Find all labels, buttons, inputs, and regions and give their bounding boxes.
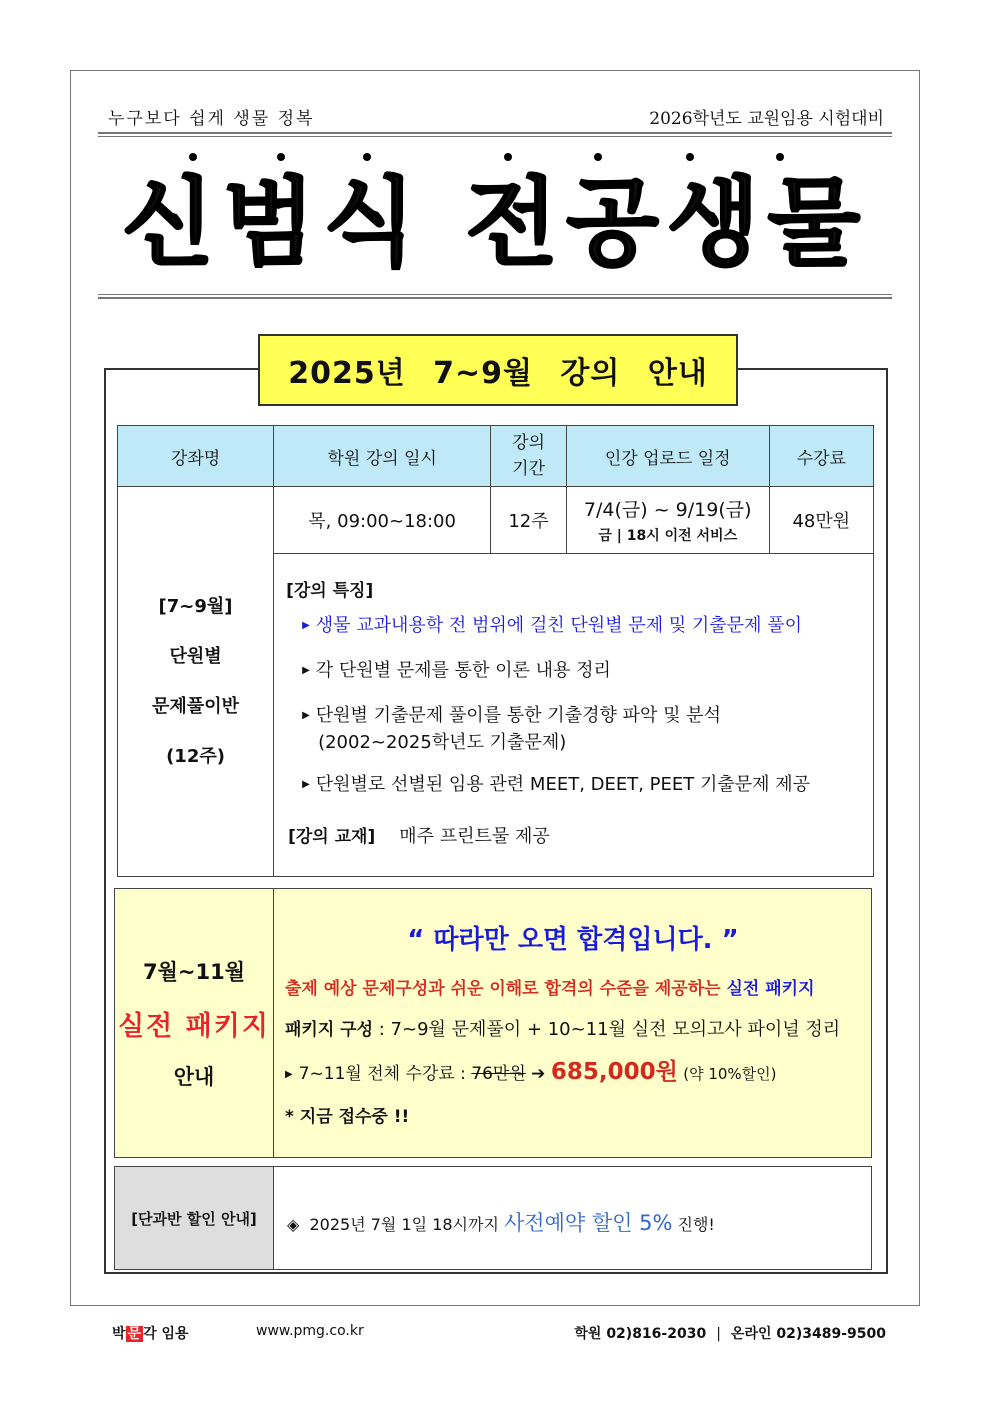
table-row xyxy=(118,487,874,554)
features-title: [강의 특징] xyxy=(286,581,374,601)
emphasis-dot xyxy=(504,153,512,161)
enrollment-open: * 지금 접수중 !! xyxy=(285,1107,410,1127)
feature-text: 단원별로 선별된 임용 관련 MEET, DEET, PEET 기출문제 제공 xyxy=(315,774,811,795)
package-title xyxy=(115,889,274,1157)
package-details xyxy=(285,919,861,1127)
footer-separator: | xyxy=(716,1326,721,1342)
course-banner: 2025년 7~9월 강의 안내 xyxy=(258,334,738,406)
discount-pre: 2025년 7월 1일 18시까지 xyxy=(309,1215,499,1234)
composition-value: : 7~9월 문제풀이 + 10~11월 실전 모의고사 파이널 정리 xyxy=(378,1019,841,1040)
emphasis-dot xyxy=(594,153,602,161)
fee-cell: 48만원 xyxy=(769,487,873,554)
package-price xyxy=(285,1053,861,1086)
new-price: 685,000원 xyxy=(550,1059,678,1085)
course-type: 단원별 xyxy=(169,645,222,667)
discount-note: (약 10%할인) xyxy=(683,1065,777,1083)
triangle-bullet-icon: ▶ xyxy=(285,1068,293,1080)
textbook-label: [강의 교재] xyxy=(288,827,376,847)
discount-info xyxy=(287,1207,715,1237)
logo-part: 각 임용 xyxy=(143,1326,189,1342)
feature-text: 각 단원별 문제를 통한 이론 내용 정리 xyxy=(315,660,611,681)
triangle-bullet-icon: ▶ xyxy=(302,710,310,721)
diamond-bullet-icon: ◈ xyxy=(287,1215,300,1234)
course-period: [7~9월] xyxy=(158,595,233,617)
textbook-line xyxy=(288,822,863,848)
tagline-blue: 실전 패키지 xyxy=(726,979,815,999)
main-title: 신범식 전공생물 xyxy=(121,167,869,279)
course-class: 문제풀이반 xyxy=(152,695,239,717)
header-duration: 강의 기간 xyxy=(491,426,567,487)
upload-dates: 7/4(금) ~ 9/19(금) xyxy=(583,499,752,521)
package-name: 실전 패키지 xyxy=(118,1010,270,1042)
schedule-cell: 목, 09:00~18:00 xyxy=(274,487,491,554)
header-exam: 2026학년도 교원임용 시험대비 xyxy=(649,109,884,129)
tagline-red: 출제 예상 문제구성과 쉬운 이해로 합격의 수준을 제공하는 xyxy=(285,979,721,999)
emphasis-dot xyxy=(776,153,784,161)
footer-url[interactable]: www.pmg.co.kr xyxy=(256,1323,364,1339)
logo-part: 박 xyxy=(112,1326,126,1342)
textbook-value: 매주 프린트물 제공 xyxy=(399,826,550,847)
triangle-bullet-icon: ▶ xyxy=(302,779,310,790)
header-rule-bottom xyxy=(98,294,892,299)
duration-cell: 12주 xyxy=(491,487,567,554)
emphasis-dot xyxy=(363,153,371,161)
emphasis-dot xyxy=(277,153,285,161)
header-course: 강좌명 xyxy=(118,426,274,487)
package-period: 7월~11월 xyxy=(142,959,245,984)
composition-label: 패키지 구성 xyxy=(285,1020,374,1040)
package-guide: 안내 xyxy=(173,1064,215,1089)
course-weeks: (12주) xyxy=(166,745,225,767)
triangle-bullet-icon: ▶ xyxy=(302,620,310,631)
schedule-table xyxy=(117,425,874,877)
feature-text: 생물 교과내용학 전 범위에 걸친 단원별 문제 및 기출문제 풀이 xyxy=(315,615,802,636)
upload-note: 금 | 18시 이전 서비스 xyxy=(598,528,738,544)
feature-text: 단원별 기출문제 풀이를 통한 기출경향 파악 및 분석 xyxy=(315,705,721,726)
online-phone: 온라인 02)3489-9500 xyxy=(730,1326,886,1342)
emphasis-dot xyxy=(686,153,694,161)
discount-label: [단과반 할인 안내] xyxy=(115,1167,274,1269)
features-cell xyxy=(274,554,874,877)
course-name-cell xyxy=(118,487,274,877)
emphasis-dot xyxy=(189,153,197,161)
academy-phone: 학원 02)816-2030 xyxy=(574,1326,707,1342)
feature-item xyxy=(302,701,863,731)
feature-item xyxy=(302,656,863,686)
upload-cell xyxy=(566,487,769,554)
old-price: 76만원 xyxy=(471,1064,526,1084)
package-tagline xyxy=(285,974,861,999)
discount-post: 진행! xyxy=(677,1215,715,1234)
header-slogan: 누구보다 쉽게 생물 정복 xyxy=(108,109,315,129)
footer-phones xyxy=(574,1323,886,1343)
discount-highlight: 사전예약 할인 5% xyxy=(504,1211,673,1235)
header-schedule: 학원 강의 일시 xyxy=(274,426,491,487)
price-prefix: 7~11월 전체 수강료 : xyxy=(298,1064,466,1084)
footer-logo xyxy=(112,1323,189,1343)
header-fee: 수강료 xyxy=(769,426,873,487)
arrow-icon: ➔ xyxy=(531,1064,546,1084)
header-upload: 인강 업로드 일정 xyxy=(566,426,769,487)
feature-item xyxy=(302,770,863,800)
feature-note: (2002~2025학년도 기출문제) xyxy=(318,732,567,753)
feature-item xyxy=(302,611,863,641)
discount-box xyxy=(114,1166,872,1270)
header-rule-top xyxy=(98,132,892,137)
triangle-bullet-icon: ▶ xyxy=(302,665,310,676)
package-composition xyxy=(285,1015,861,1041)
table-header-row xyxy=(118,426,874,487)
package-quote: “ 따라만 오면 합격입니다. ” xyxy=(407,925,739,955)
package-box xyxy=(114,888,872,1158)
logo-part: 문 xyxy=(127,1326,142,1342)
